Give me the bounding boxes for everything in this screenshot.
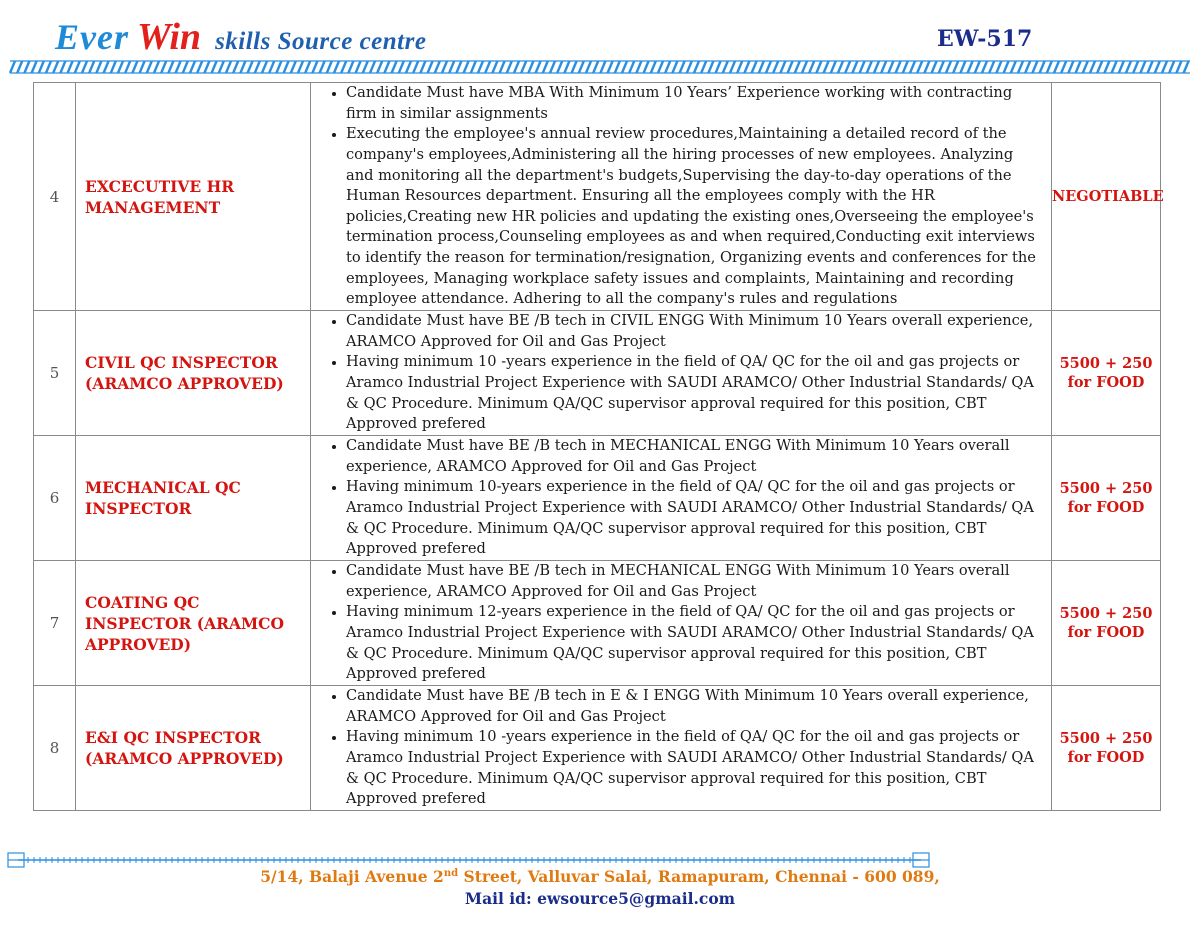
brand-win: Win: [136, 16, 202, 58]
requirement-list: [311, 561, 1051, 685]
job-salary: [1052, 686, 1161, 811]
job-salary: [1052, 311, 1161, 436]
salary-note: for FOOD: [1067, 749, 1145, 766]
footer-address: [0, 867, 1200, 886]
requirement-list: [311, 686, 1051, 810]
salary-note: for FOOD: [1067, 499, 1145, 516]
brand-logo: [55, 18, 426, 56]
job-row: [34, 561, 1161, 686]
job-number: 4: [34, 83, 76, 311]
job-row: [34, 686, 1161, 811]
job-title: [76, 561, 311, 686]
footer-mail: Mail id: ewsource5@gmail.com: [464, 889, 736, 908]
job-description: [311, 311, 1052, 436]
requirement-item: • Candidate Must have BE /B tech in MECHANICAL ENGG With Minimum 10 Years overall experience, ARAMCO Approved for Oil and Gas Project: [346, 436, 1043, 477]
salary-amount: 5500 + 250: [1059, 479, 1153, 497]
requirement-item: • Having minimum 12-years experience in the field of QA/ QC for the oil and gas projects or Aramco Industrial Project Experience with SAUDI ARAMCO/ Other Industrial Standards/ QA & QC Procedure. Minimum QA/QC supervisor approval required for this position, CBT Approved prefered: [346, 602, 1043, 684]
requirement-item: • Having minimum 10 -years experience in the field of QA/ QC for the oil and gas projects or Aramco Industrial Project Experience with SAUDI ARAMCO/ Other Industrial Standards/ QA & QC Procedure. Minimum QA/QC supervisor approval required for this position, CBT Approved prefered: [346, 352, 1043, 434]
address-part1: 5/14, Balaji Avenue 2: [260, 867, 444, 886]
requirement-item: • Candidate Must have MBA With Minimum 10 Years’ Experience working with contracting firm in similar assignments: [346, 83, 1043, 124]
requirement-item: • Having minimum 10-years experience in the field of QA/ QC for the oil and gas projects or Aramco Industrial Project Experience with SAUDI ARAMCO/ Other Industrial Standards/ QA & QC Procedure. Minimum QA/QC supervisor approval required for this position, CBT Approved prefered: [346, 477, 1043, 559]
page-header: [0, 0, 1200, 80]
address-sup: nd: [443, 867, 459, 879]
job-title: [76, 311, 311, 436]
job-number: 5: [34, 311, 76, 436]
requirement-item: • Having minimum 10 -years experience in the field of QA/ QC for the oil and gas projects or Aramco Industrial Project Experience with SAUDI ARAMCO/ Other Industrial Standards/ QA & QC Procedure. Minimum QA/QC supervisor approval required for this position, CBT Approved prefered: [346, 727, 1043, 809]
salary-amount: NEGOTIABLE: [1052, 187, 1164, 205]
requirement-list: [311, 436, 1051, 560]
job-title: [76, 83, 311, 311]
job-title-text: EXCECUTIVE HR MANAGEMENT: [85, 176, 235, 217]
job-salary: [1052, 561, 1161, 686]
job-number: 6: [34, 436, 76, 561]
requirement-list: [311, 311, 1051, 435]
job-row: [34, 311, 1161, 436]
requirement-item: • Candidate Must have BE /B tech in E & I ENGG With Minimum 10 Years overall experience, ARAMCO Approved for Oil and Gas Project: [346, 686, 1043, 727]
job-title: [76, 436, 311, 561]
job-title-text: CIVIL QC INSPECTOR (ARAMCO APPROVED): [85, 353, 284, 393]
requirement-item: • Executing the employee's annual review procedures,Maintaining a detailed record of the company's employees,Administering all the hiring processes of new employees. Analyzing and monitoring all the department's budgets,Supervising the day-to-day operations of the Human Resources department. Ensuring all the employees comply with the HR policies,Creating new HR policies and updating the existing ones,Overseeing the employee's termination process,Counseling employees as and when required,Conducting exit interviews to identify the reason for termination/resignation, Organizing events and conferences for the employees, Managing workplace safety issues and complaints, Maintaining and recording employee attendance. Adhering to all the company's rules and regulations: [346, 124, 1043, 309]
job-title-text: MECHANICAL QC INSPECTOR: [85, 478, 241, 518]
job-title: [76, 686, 311, 811]
job-row: [34, 436, 1161, 561]
job-row: [34, 83, 1161, 311]
requirement-item: • Candidate Must have BE /B tech in CIVIL ENGG With Minimum 10 Years overall experience, ARAMCO Approved for Oil and Gas Project: [346, 311, 1043, 352]
address-part2: Street, Valluvar Salai, Ramapuram, Chennai - 600 089,: [458, 867, 940, 886]
salary-note: for FOOD: [1067, 624, 1145, 641]
requirement-item: • Candidate Must have BE /B tech in MECHANICAL ENGG With Minimum 10 Years overall experience, ARAMCO Approved for Oil and Gas Project: [346, 561, 1043, 602]
job-salary: [1052, 436, 1161, 561]
salary-amount: 5500 + 250: [1059, 354, 1153, 372]
header-divider: [8, 58, 1192, 76]
job-description: [311, 686, 1052, 811]
salary-amount: 5500 + 250: [1059, 604, 1153, 622]
job-salary: [1052, 83, 1164, 311]
job-title-text: COATING QC INSPECTOR (ARAMCO APPROVED): [85, 592, 284, 654]
requirement-list: [311, 83, 1051, 310]
brand-tagline: skills Source centre: [215, 28, 427, 55]
salary-amount: 5500 + 250: [1059, 729, 1153, 747]
job-description: [311, 436, 1052, 561]
job-description: [311, 561, 1052, 686]
job-number: 8: [34, 686, 76, 811]
job-number: 7: [34, 561, 76, 686]
document-code: EW-517: [937, 26, 1033, 52]
jobs-table: [33, 82, 1164, 811]
brand-ever: Ever: [55, 17, 129, 57]
job-title-text: E&I QC INSPECTOR (ARAMCO APPROVED): [85, 728, 284, 768]
salary-note: for FOOD: [1067, 374, 1145, 391]
job-description: [311, 83, 1052, 311]
